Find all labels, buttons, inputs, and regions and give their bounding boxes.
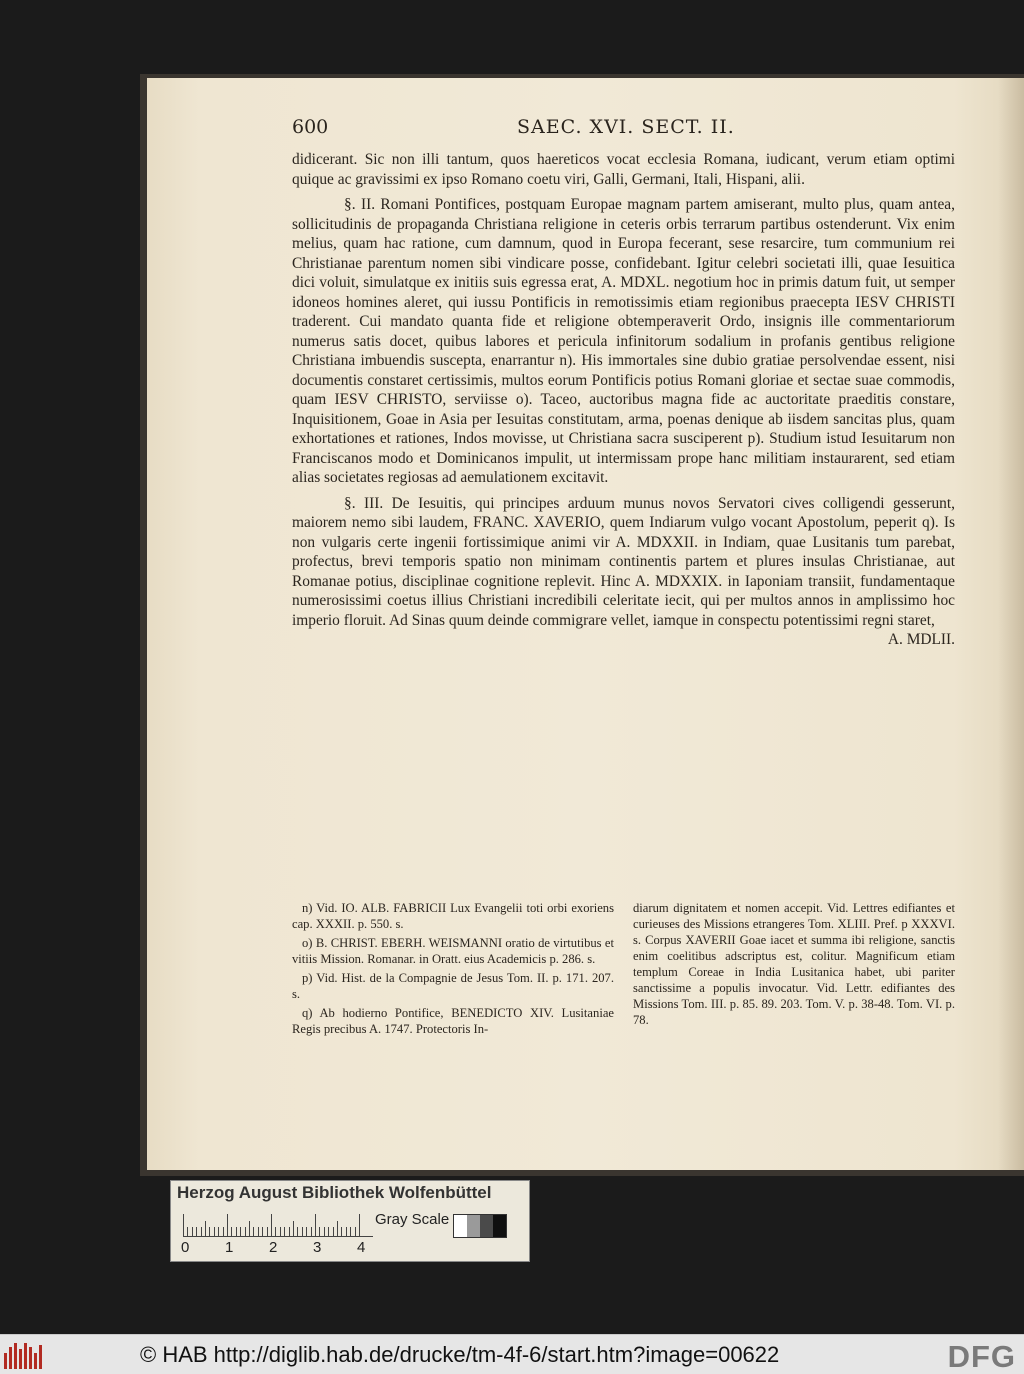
- ruler-tick: [289, 1227, 290, 1236]
- footnote-q: q) Ab hodierno Pontifice, BENEDICTO XIV. Lusitaniae Regis precibus A. 1747. Protectoris In-: [292, 1006, 614, 1036]
- footer-bar: [0, 1334, 1024, 1374]
- ruler-tick: [201, 1227, 202, 1236]
- ruler-tick: [355, 1227, 356, 1236]
- gray-swatch-white: [454, 1215, 467, 1237]
- ruler-tick: [350, 1227, 351, 1236]
- ruler-tick: [333, 1227, 334, 1236]
- ruler-tick: [196, 1227, 197, 1236]
- ruler-tick: [346, 1227, 347, 1236]
- ruler-tick: [236, 1227, 237, 1236]
- ruler-label-4: 4: [357, 1239, 366, 1256]
- page-edge-shade: [998, 78, 1024, 1170]
- body-text: [292, 150, 955, 650]
- library-name: Herzog August Bibliothek Wolfenbüttel: [177, 1183, 492, 1202]
- ruler-tick: [271, 1214, 272, 1236]
- ruler-tick: [306, 1227, 307, 1236]
- ruler-tick: [218, 1227, 219, 1236]
- footnotes-left-column: [292, 900, 614, 1040]
- ruler-tick: [315, 1214, 316, 1236]
- ruler-tick: [267, 1227, 268, 1236]
- ruler-label-0: 0: [181, 1239, 190, 1256]
- copyright-url[interactable]: © HAB http://diglib.hab.de/drucke/tm-4f-6/start.htm?image=00622: [140, 1342, 780, 1367]
- paragraph-section-3: §. III. De Iesuitis, qui principes arduum munus novos Servatori cives colligendi gesserunt, maiorem nemo sibi laudem, FRANC. XAVERIO, quem Indiarum vulgo vocant Apostolum, peperit q). Is non vulgaris certe ingenii fortissimique animi vir A. MDXXII. in Indiam, quae Lusitanis tum parebat, profectus, brevi temporis spatio non minimam continentis partem et plures insulas Christianae, aut Romanae potius, disciplinae cognitione replevit. Hinc A. MDXXIX. in Iaponiam transiit, fundamentaque numerosissimi coetus illius Christiani incredibili celeritate iecit, qui per multos annos in amplissimo hoc imperio floruit. Ad Sinas quum deinde commigrare vellet, iamque in conspectu potentissimi regni staret,: [292, 494, 955, 629]
- ruler-tick: [258, 1227, 259, 1236]
- gray-scale-label: Gray Scale: [375, 1211, 450, 1228]
- gray-swatches: [453, 1214, 507, 1238]
- ruler-labels: [177, 1239, 377, 1257]
- footnote-q-continued: diarum dignitatem et nomen accepit. Vid. Lettres edifiantes et curieuses des Missions etrangeres Tom. XLIII. Pref. p XXXVI. s. Corpus XAVERII Goae iacet et summa ibi religione, sanctis enim coelitibus adscriptus est, colitur. Magnificum etiam templum Coreae in India Lusitanica habet, ubi pariter sanctissime a populis invocatur. Vid. Lettr. edifiantes des Missions Tom. III. p. 85. 89. 203. Tom. V. p. 38-48. Tom. VI. p. 78.: [633, 901, 955, 1027]
- catchword-line: A. MDLII.: [887, 631, 955, 648]
- ruler-tick: [284, 1227, 285, 1236]
- dfg-logo: DFG: [947, 1339, 1016, 1374]
- footnote-o: o) B. CHRIST. EBERH. WEISMANNI oratio de virtutibus et vitiis Mission. Romanar. in Oratt. eius Academicis p. 286. s.: [292, 936, 614, 966]
- page-number: 600: [292, 116, 329, 138]
- footnote-n: n) Vid. IO. ALB. FABRICII Lux Evangelii toti orbi exoriens cap. XXXII. p. 550. s.: [292, 901, 614, 931]
- ruler-tick: [249, 1221, 250, 1236]
- ruler-tick: [302, 1227, 303, 1236]
- ruler-label-3: 3: [313, 1239, 322, 1256]
- ruler-tick: [341, 1227, 342, 1236]
- ruler-tick: [262, 1227, 263, 1236]
- ruler-tick: [231, 1227, 232, 1236]
- ruler-tick: [205, 1221, 206, 1236]
- scanned-page: [147, 78, 1024, 1170]
- ruler-tick: [192, 1227, 193, 1236]
- footnote-p: p) Vid. Hist. de la Compagnie de Jesus Tom. II. p. 171. 207. s.: [292, 971, 614, 1001]
- gray-swatch-light: [467, 1215, 480, 1237]
- ruler-tick: [337, 1221, 338, 1236]
- color-scale-card: [170, 1180, 530, 1262]
- ruler-tick: [223, 1227, 224, 1236]
- ruler-tick: [359, 1214, 360, 1236]
- ruler-tick: [311, 1227, 312, 1236]
- ruler-tick: [280, 1227, 281, 1236]
- ruler-tick: [240, 1227, 241, 1236]
- ruler-label-1: 1: [225, 1239, 234, 1256]
- ruler-tick: [275, 1227, 276, 1236]
- ruler-tick: [328, 1227, 329, 1236]
- running-title: SAEC. XVI. SECT. II.: [517, 116, 735, 138]
- ruler-tick: [293, 1221, 294, 1236]
- paragraph-1: didicerant. Sic non illi tantum, quos haereticos vocat ecclesia Romana, iudicant, verum etiam optimi quique ac gravissimi ex ipso Romano coetu viri, Galli, Germani, Itali, Hispani, alii.: [292, 151, 955, 188]
- ruler-tick: [253, 1227, 254, 1236]
- footnotes: [292, 900, 955, 1040]
- ruler: [183, 1215, 373, 1237]
- footnotes-right-column: [633, 900, 955, 1040]
- paragraph-section-2: §. II. Romani Pontifices, postquam Europae magnam partem amiserant, multo plus, quam antea, sollicitudinis de propaganda Christiana religione in ceteris orbis terrarum partibus ostenderunt. Vix enim melius, quam hac ratione, cum damnum, quod in Europa fecerant, sese resarcire, tum communium rei Christianae parentum nomen sibi vindicare posse, confidebant. Igitur celebri societati illi, quae Iesuitica dici voluit, simulatque ex initiis suis egressa erat, A. MDXL. negotium hoc in primis datum fuit, ut semper idoneos homines aleret, qui iussu Pontificis in remotissimis etiam regionibus praecepta IESV CHRISTI traderent. Cui mandato quanta fide et religione obtemperaverit Ordo, insignis ille commentariorum numerus satis docet, quibus labores et pericula infinitorum sodalium in profanis gentibus religione Christiana imbuendis suscepta, enarrantur n). His immortales sine dubio gratiae persolvendae essent, nisi documentis constaret certissimis, multos eorum Pontificis potius Romani gloriae et sectae suae commodis, quam IESV CHRISTO, serviisse o). Taceo, auctoribus magna fide ac auctoritate praeditis constare, Inquisitionem, Goae in Asia per Iesuitas constitutam, arma, poenas denique ab iisdem sancitas plus, quam exhortationes et rationes, Indos movisse, ut Christiana sacra susciperent p). Studium istud Iesuitarum non Franciscanos modo et Dominicanos impulit, ut intermissam prope hanc militiam instaurarent, sed etiam alias societates regiosas ad aemulationem excitavit.: [292, 196, 955, 486]
- ruler-tick: [245, 1227, 246, 1236]
- ruler-label-2: 2: [269, 1239, 278, 1256]
- ruler-tick: [183, 1214, 184, 1236]
- gray-swatch-black: [493, 1215, 506, 1237]
- ruler-tick: [297, 1227, 298, 1236]
- ruler-tick: [324, 1227, 325, 1236]
- ruler-tick: [214, 1227, 215, 1236]
- ruler-tick: [227, 1214, 228, 1236]
- ruler-tick: [319, 1227, 320, 1236]
- ruler-tick: [187, 1227, 188, 1236]
- running-head: [292, 116, 967, 144]
- hab-logo-icon: [4, 1341, 44, 1369]
- ruler-tick: [209, 1227, 210, 1236]
- gray-swatch-dark: [480, 1215, 493, 1237]
